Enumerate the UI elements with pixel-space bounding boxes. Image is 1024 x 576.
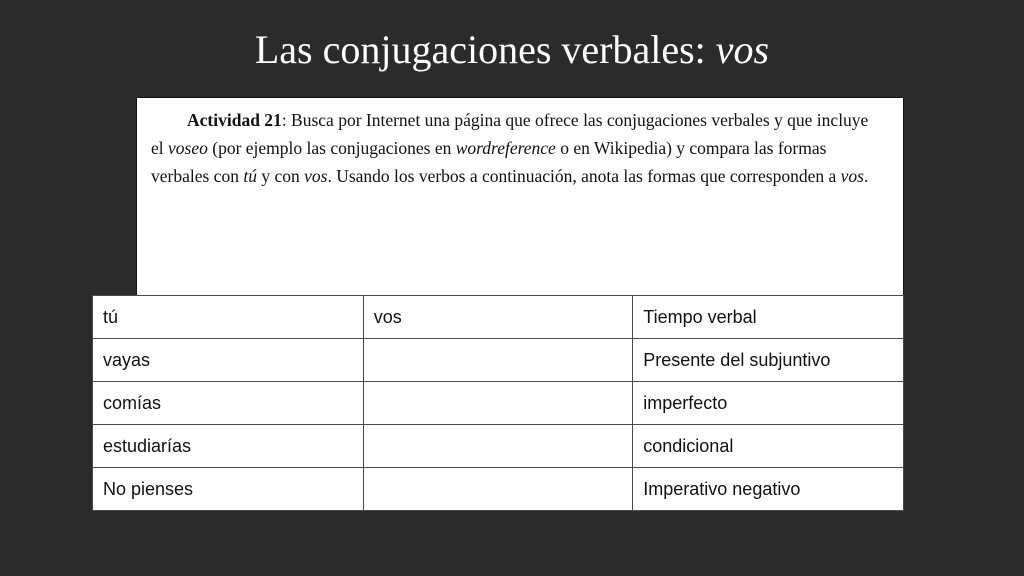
activity-italic-wordreference: wordreference [455, 138, 556, 158]
cell-tu: estudiarías [93, 425, 364, 468]
activity-text-3: o en Wikipedia) y compara las formas verbales con [151, 138, 827, 186]
cell-vos[interactable] [363, 382, 633, 425]
header-cell-tiempo: Tiempo verbal [633, 296, 904, 339]
activity-text-2: (por ejemplo las conjugaciones en [207, 138, 456, 158]
table-row [93, 468, 904, 511]
table-row [93, 425, 904, 468]
activity-italic-vos-2: vos [840, 166, 864, 186]
cell-tu: comías [93, 382, 364, 425]
table-row [93, 382, 904, 425]
cell-tiempo: imperfecto [633, 382, 904, 425]
activity-italic-vos: vos [304, 166, 328, 186]
cell-vos[interactable] [363, 339, 633, 382]
activity-italic-tu: tú [243, 166, 257, 186]
activity-label: Actividad 21 [187, 110, 282, 130]
activity-text-4: y con [256, 166, 305, 186]
table-header-row [93, 296, 904, 339]
cell-tiempo: Imperativo negativo [633, 468, 904, 511]
cell-tu: vayas [93, 339, 364, 382]
cell-tiempo: condicional [633, 425, 904, 468]
header-cell-vos: vos [363, 296, 633, 339]
activity-text-5: . Usando los verbos a continuación, anota las formas que corresponden a [327, 166, 841, 186]
cell-tiempo: Presente del subjuntivo [633, 339, 904, 382]
table-row [93, 339, 904, 382]
cell-vos[interactable] [363, 425, 633, 468]
activity-text-6: . [863, 166, 869, 186]
title-main: Las conjugaciones verbales: [254, 27, 716, 72]
cell-tu: No pienses [93, 468, 364, 511]
cell-vos[interactable] [363, 468, 633, 511]
title-italic: vos [715, 27, 770, 72]
verb-table [92, 295, 904, 511]
activity-italic-voseo: voseo [168, 138, 208, 158]
activity-text-1: : Busca por Internet una página que ofrece las conjugaciones verbales y que incluye el [151, 110, 869, 158]
slide-title [0, 24, 1024, 76]
activity-paragraph [151, 106, 881, 190]
header-cell-tu: tú [93, 296, 364, 339]
